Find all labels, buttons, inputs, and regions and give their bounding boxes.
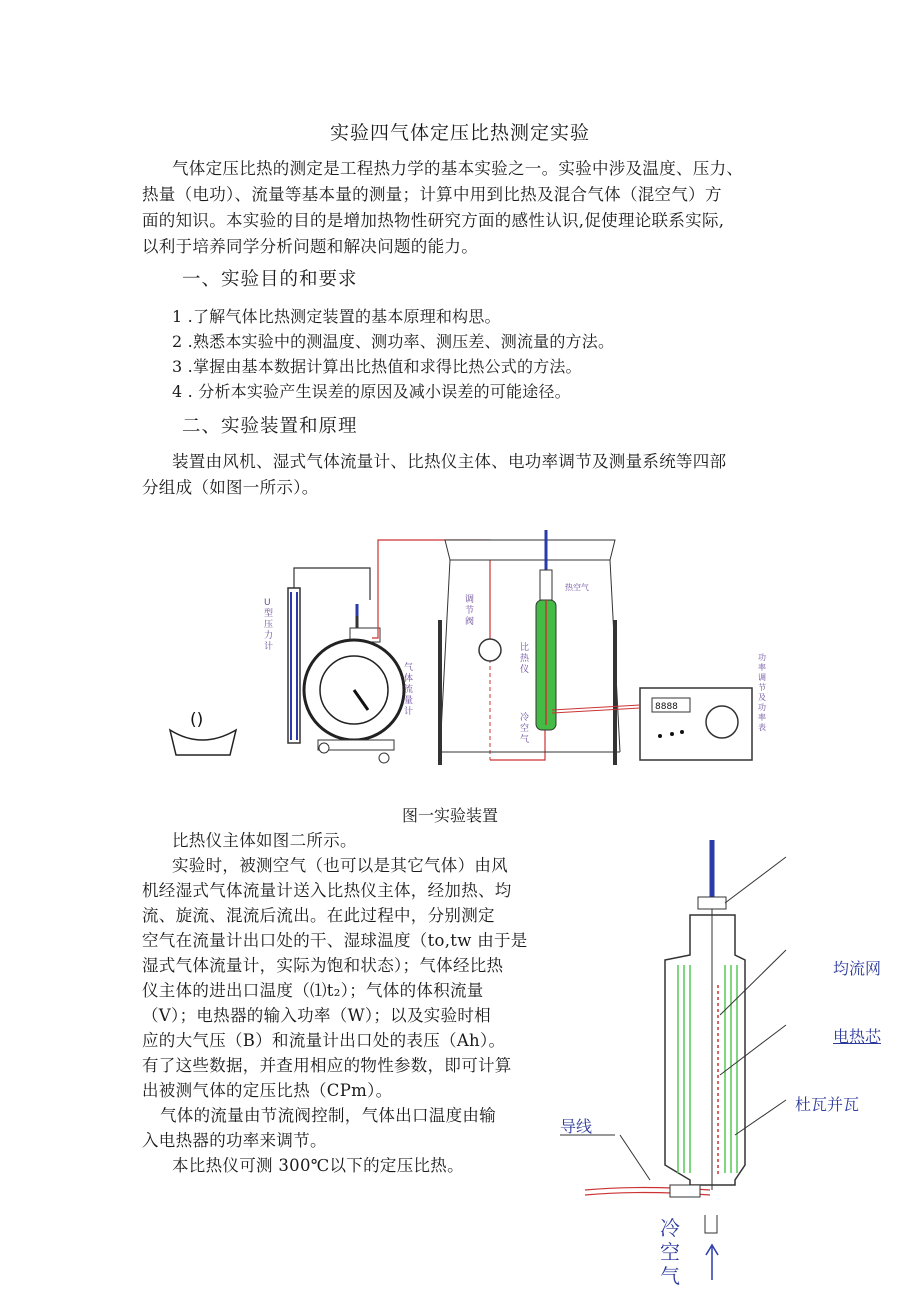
body-line-8: （V）；电热器的输入功率（W）；以及实验时相 [142, 1006, 491, 1025]
body-line-13: 入电热器的功率来调节。 [142, 1131, 327, 1150]
u-manometer-label: U 型压力计 [264, 598, 274, 652]
valve-icon [479, 639, 501, 661]
calorimeter-enclosure [440, 540, 620, 765]
section1-item-4: 4 . 分析本实验产生误差的原因及减小误差的可能途径。 [172, 382, 571, 401]
figure1-caption: 图一实验装置 [401, 806, 498, 825]
cold-air-label: 冷空气 [520, 713, 530, 745]
section1-item-3: 3 .掌握由基本数据计算出比热值和求得比热公式的方法。 [172, 357, 582, 376]
intro-line-3: 面的知识。本实验的目的是增加热物性研究方面的感性认识,促使理论联系实际, [142, 211, 725, 230]
intro-line-1: 气体定压比热的测定是工程热力学的基本实验之一。实验中涉及温度、压力、 [172, 159, 744, 178]
body-line-6: 湿式气体流量计，实际为饱和状态）；气体经比热 [142, 956, 504, 975]
body-line-9: 应的大气压（B）和流量计出口处的表压（Ah）。 [142, 1031, 506, 1050]
wire-label: 导线 [560, 1117, 593, 1136]
body-line-4: 流、旋流、混流后流出。在此过程中，分别测定 [142, 906, 495, 925]
intro-line-4: 以利于培养同学分析问题和解决问题的能力。 [142, 237, 478, 256]
body-line-11: 出被测气体的定压比热（CPm）。 [142, 1081, 393, 1100]
figure2-calorimeter [560, 835, 800, 1285]
body-line-14: 本比热仪可测 300℃以下的定压比热。 [172, 1156, 464, 1175]
gas-flowmeter [304, 604, 404, 763]
core-label: 电热芯 [833, 1027, 882, 1046]
flowmeter-label: 气体流量计 [404, 663, 414, 717]
body-line-7: 仪主体的进出口温度（⑴t₂）；气体的体积流量 [142, 981, 484, 1000]
body-line-2: 实验时，被测空气（也可以是其它气体）由风 [172, 856, 508, 875]
section2-line-1: 装置由风机、湿式气体流量计、比热仪主体、电功率调节及测量系统等四部 [172, 452, 727, 471]
dewar-label: 杜瓦并瓦 [795, 1095, 860, 1114]
intro-line-2: 热量（电功）、流量等基本量的测量；计算中用到比热及混合气体（混空气）方 [142, 185, 722, 204]
power-display: 8888 [655, 702, 678, 712]
section2-line-2: 分组成（如图一所示）。 [142, 478, 319, 497]
body-line-10: 有了这些数据，并查用相应的物性参数，即可计算 [142, 1056, 512, 1075]
body-line-12: 气体的流量由节流阀控制，气体出口温度由输 [160, 1106, 496, 1125]
section1-item-2: 2 .熟悉本实验中的测温度、测功率、测压差、测流量的方法。 [172, 332, 615, 351]
section2-heading: 二、实验装置和原理 [182, 416, 358, 437]
body-line-1: 比热仪主体如图二所示。 [172, 831, 357, 850]
fan-symbol: () [190, 710, 204, 730]
fan-base [170, 730, 236, 755]
mesh-label: 均流网 [833, 959, 882, 978]
valve-label: 调节阀 [465, 595, 475, 627]
fig2-cold-air-label: 冷空气 [660, 1216, 680, 1285]
power-controller [640, 688, 752, 760]
power-label: 功率调节及功率表 [758, 653, 766, 732]
hot-air-label: 热空气 [565, 583, 589, 592]
body-line-3: 机经湿式气体流量计送入比热仪主体，经加热、均 [142, 881, 512, 900]
section1-item-1: 1 .了解气体比热测定装置的基本原理和构思。 [172, 307, 501, 326]
body-line-5: 空气在流量计出口处的干、湿球温度（to,tw 由于是 [142, 931, 528, 950]
figure1-apparatus [160, 520, 780, 790]
section1-heading: 一、实验目的和要求 [182, 269, 358, 290]
calorimeter-label: 比热仪 [520, 643, 530, 675]
page-title: 实验四气体定压比热测定实验 [329, 122, 590, 144]
